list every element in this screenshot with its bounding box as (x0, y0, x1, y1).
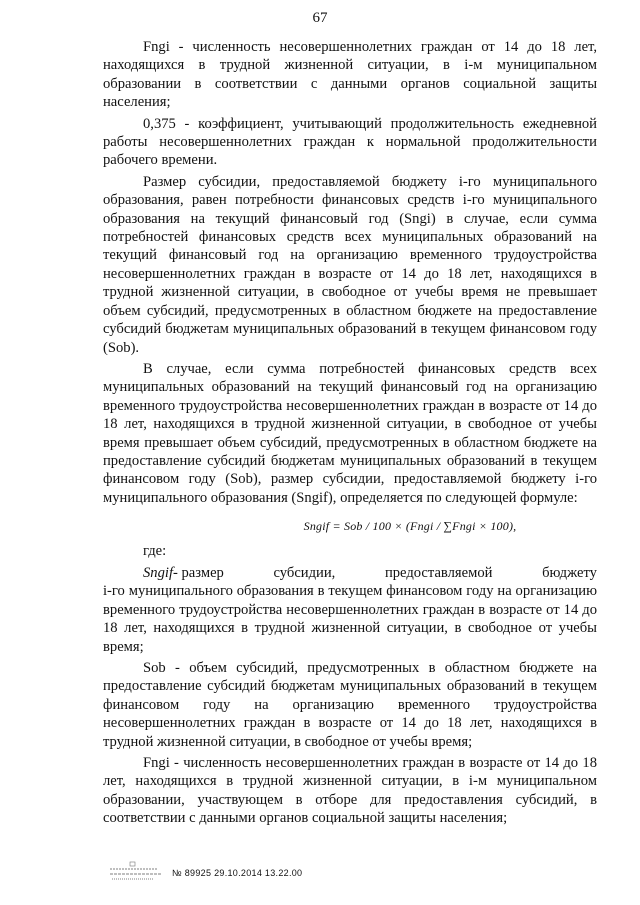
where-label: где: (143, 542, 167, 559)
definition-sob: Sob - объем субсидий, предусмотренных в областном бюджете на предоставление субсидий бюджетам муниципальных образований в текущем финансовом году на организацию временного трудоустройства несовершеннолетних граждан в возрасте от 14 до 18 лет, находящихся в трудной жизненной ситуации, в свободное от учебы время; (103, 660, 597, 750)
paragraph-excess-case: В случае, если сумма потребностей финансовых средств всех муниципальных образований на текущий финансовый год на организацию временного трудоустройства несовершеннолетних граждан в возрасте от 14 до 18 лет, находящихся в трудной жизненной ситуации, в свободное от учебы время превышает объем субсидий, предусмотренных в областном бюджете на предоставление субсидий бюджетам муниципальных образований в текущем финансовом году (Sob), размер субсидии, предоставляемой бюджету i-го муниципального образования (Sngif), определяется по следующей формуле: (103, 360, 597, 506)
definition-word: бюджету (542, 564, 597, 581)
definition-word: субсидии, (273, 564, 336, 581)
footer-stamp (108, 860, 302, 886)
definition-sngif-rest: i-го муниципального образования в текущем финансовом году на организацию временного трудоустройства несовершеннолетних граждан в возрасте от 14 до 18 лет, находящихся в трудной жизненной ситуации, в свободное от учебы время; (103, 583, 597, 655)
page-number: 67 (312, 10, 328, 26)
subsidy-formula: Sngif = Sob / 100 × (Fngi / ∑Fngi × 100), (303, 519, 517, 534)
paragraph-coefficient: 0,375 - коэффициент, учитывающий продолжительность ежедневной работы несовершеннолетних граждан к нормальной продолжительности рабочего времени. (103, 115, 597, 169)
definition-word: - размер (173, 564, 224, 581)
paragraph-fngi-definition: Fngi - численность несовершеннолетних граждан от 14 до 18 лет, находящихся в трудной жизненной ситуации, в i-м муниципальном образовании в соответствии с данными органов социальной защиты населения; (103, 39, 597, 111)
paragraph-subsidy-size: Размер субсидии, предоставляемой бюджету i-го муниципального образования, равен потребности финансовых средств i-го муниципального образования на текущий финансовый год (Sngi) в случае, если сумма потребностей финансовых средств всех муниципальных образований на текущий финансовый год на организацию временного трудоустройства несовершеннолетних граждан в возрасте от 14 до 18 лет, находящихся в трудной жизненной ситуации, в свободное от учебы время не превышает объем субсидий, предусмотренных в областном бюджете на предоставление субсидий бюджетам муниципальных образований в текущем финансовом году (Sob). (103, 173, 597, 356)
definition-sngif-first-line (143, 564, 597, 582)
symbol-sngif: Sngif (143, 564, 173, 581)
registration-stamp-icon (108, 860, 166, 886)
definition-word: предоставляемой (384, 564, 493, 581)
definition-sngif (143, 564, 597, 582)
document-body (103, 38, 597, 831)
document-reference: № 89925 29.10.2014 13.22.00 (172, 868, 303, 878)
definition-fngi: Fngi - численность несовершеннолетних граждан в возрасте от 14 до 18 лет, находящихся в трудной жизненной ситуации, в i-м муниципальном образовании, участвующем в отборе для предоставления субсидий, в соответствии с данными органов социальной защиты населения; (103, 755, 597, 827)
